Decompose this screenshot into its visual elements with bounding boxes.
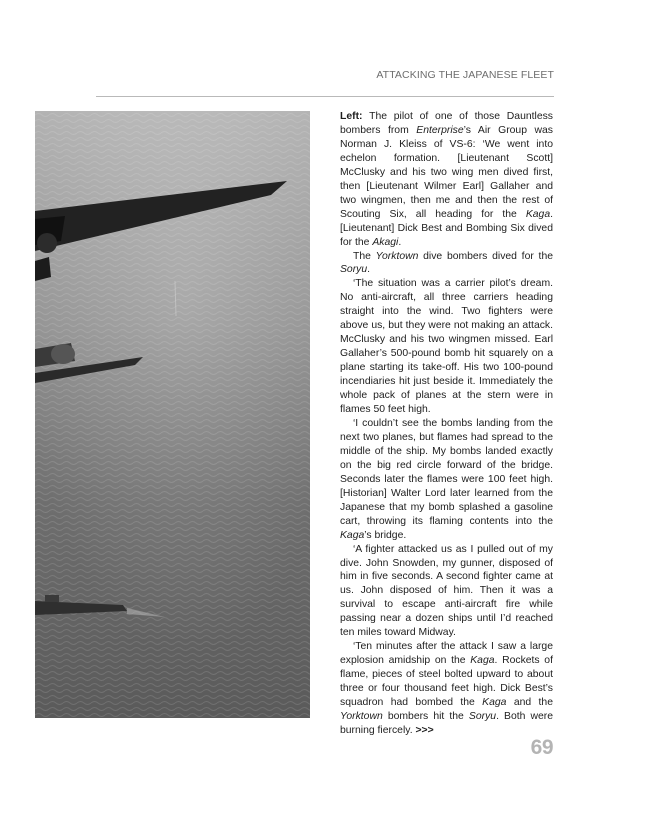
paragraph: ‘Ten minutes after the attack I saw a large explosion amidship on the Kaga. Rockets of flame, pieces of steel bolted upward to about three or four thousand feet high. Dick Best’s squadron had bombed the Kaga and the Yorktown bombers hit the Soryu. Both were burning fiercely. >>> [340,641,553,736]
header-rule [96,96,554,97]
page-number: 69 [530,736,553,759]
paragraph-caption: Left: The pilot of one of those Dauntless bombers from Enterprise’s Air Group was Norman J. Kleiss of VS-6: ‘We went into echelon formation. [Lieutenant Scott] McClusky and his two wing men dived first, then [Lieutenant Wilmer Earl] Gallaher and two wingmen, then me and then the rest of Scouting Six, all heading for the Kaga. [Lieutenant] Dick Best and Bombing Six dived for the Akagi. [340,111,553,248]
caption-label: Left: [340,111,363,122]
paragraph: ‘A fighter attacked us as I pulled out of my dive. John Snowden, my gunner, disposed of him in five seconds. A second fighter came at us. John disposed of him. Then it was a survival to escape anti-aircraft fire while passing near a dozen ships until I’d reached ten miles toward Midway. [340,543,553,639]
article-body [340,110,553,738]
running-head: ATTACKING THE JAPANESE FLEET [376,69,554,81]
paragraph: ‘The situation was a carrier pilot’s dream. No anti-aircraft, all three carriers heading straight into the wind. Two fighters were above us, but they were not making an attack. McClusky and his two wingmen missed. Earl Gallaher’s 500-pound bomb hit squarely on a plane starting its take-off. His two 100-pound incendiaries hit just beside it. Immediately the whole pack of planes at the stern were in flames 50 feet high. [340,278,553,416]
photo-illustration [35,111,310,718]
paragraph: The Yorktown dive bombers dived for the Soryu. [340,250,553,276]
photo-dive-bombers [35,111,310,718]
continued-arrow: >>> [415,724,434,736]
paragraph: ‘I couldn’t see the bombs landing from the next two planes, but flames had spread to the middle of the ship. My bombs landed exactly on the big red circle forward of the bridge. Seconds later the flames were 100 feet high. [Historian] Walter Lord later learned from the Japanese that my bomb splashed a gasoline cart, throwing its flaming contents into the Kaga’s bridge. [340,417,553,541]
